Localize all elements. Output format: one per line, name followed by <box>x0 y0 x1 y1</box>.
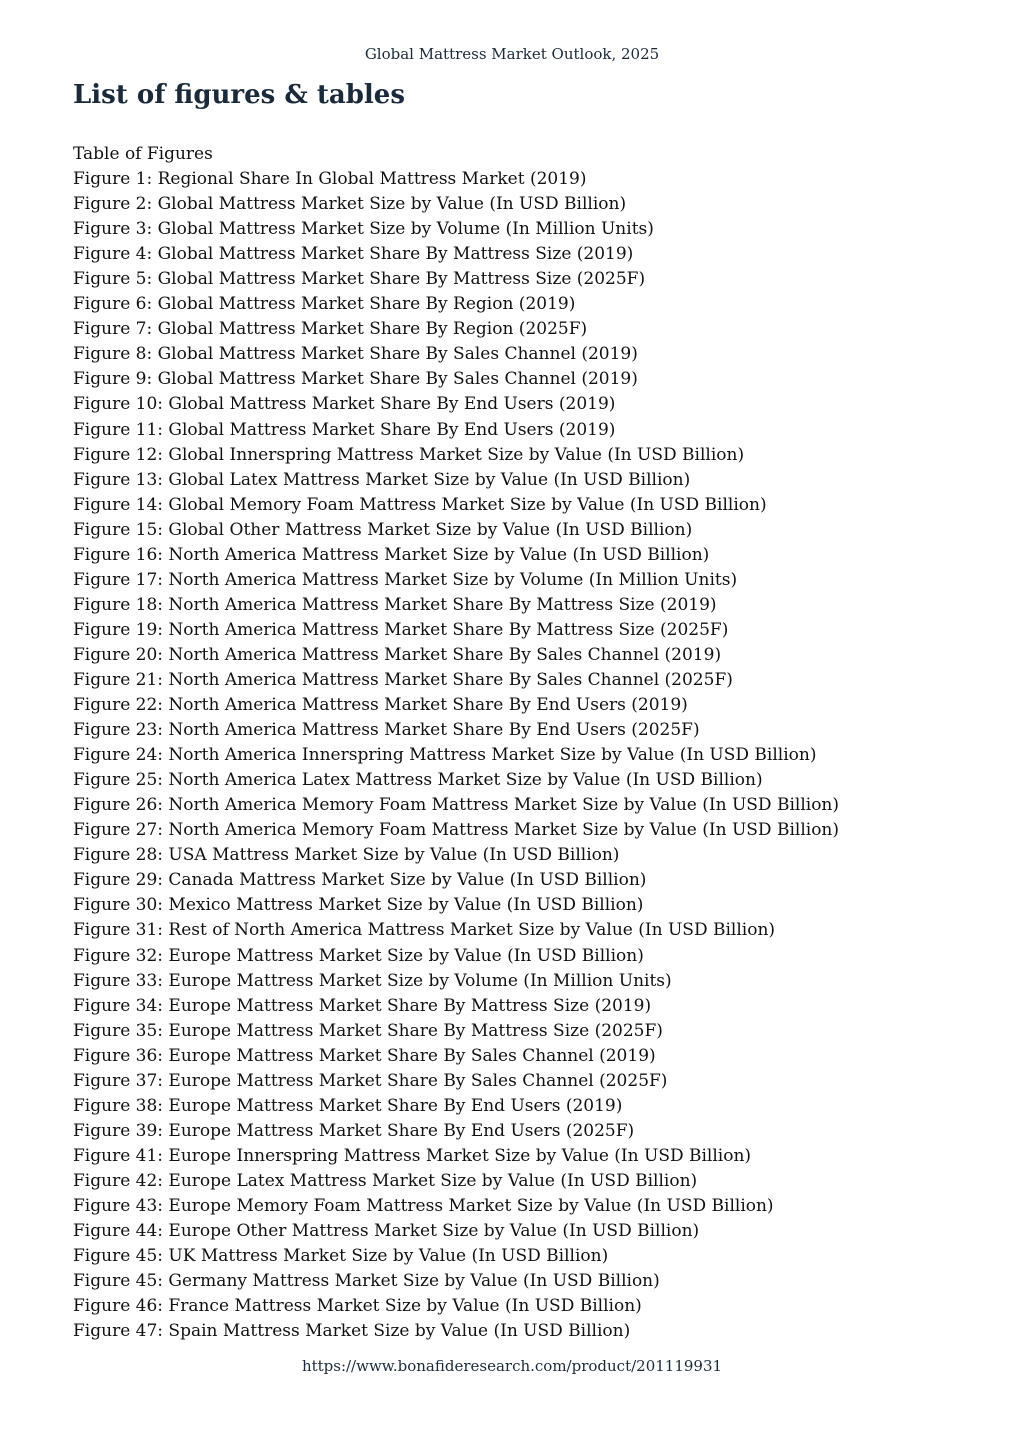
toc-entry[interactable]: Figure 30: Mexico Mattress Market Size by Value (In USD Billion) <box>73 895 644 916</box>
toc-entry[interactable]: Figure 23: North America Mattress Market Share By End Users (2025F) <box>73 720 700 741</box>
running-header: Global Mattress Market Outlook, 2025 <box>364 45 660 63</box>
toc-entry[interactable]: Figure 19: North America Mattress Market Share By Mattress Size (2025F) <box>73 619 729 640</box>
toc-entry[interactable]: Figure 47: Spain Mattress Market Size by Value (In USD Billion) <box>73 1321 631 1342</box>
toc-entry[interactable]: Figure 24: North America Innerspring Mattress Market Size by Value (In USD Billion) <box>73 745 817 766</box>
toc-entry[interactable]: Figure 2: Global Mattress Market Size by Value (In USD Billion) <box>73 194 627 215</box>
toc-entry[interactable]: Figure 36: Europe Mattress Market Share By Sales Channel (2019) <box>73 1045 656 1066</box>
toc-entry[interactable]: Figure 10: Global Mattress Market Share By End Users (2019) <box>73 394 616 415</box>
toc-entry[interactable]: Figure 21: North America Mattress Market Share By Sales Channel (2025F) <box>73 669 733 690</box>
toc-entry[interactable]: Figure 16: North America Mattress Market Size by Value (In USD Billion) <box>73 544 710 565</box>
page-title: List of figures & tables <box>73 80 405 110</box>
toc-entry[interactable]: Figure 39: Europe Mattress Market Share By End Users (2025F) <box>73 1120 635 1141</box>
toc-entry[interactable]: Figure 1: Regional Share In Global Mattress Market (2019) <box>73 169 587 190</box>
toc-entry[interactable]: Figure 4: Global Mattress Market Share By Mattress Size (2019) <box>73 244 634 265</box>
toc-entry[interactable]: Figure 38: Europe Mattress Market Share By End Users (2019) <box>73 1095 623 1116</box>
toc-entry[interactable]: Figure 5: Global Mattress Market Share By Mattress Size (2025F) <box>73 269 646 290</box>
toc-entry[interactable]: Figure 7: Global Mattress Market Share By Region (2025F) <box>73 319 588 340</box>
toc-entry[interactable]: Figure 37: Europe Mattress Market Share By Sales Channel (2025F) <box>73 1070 668 1091</box>
toc-entry[interactable]: Figure 6: Global Mattress Market Share By Region (2019) <box>73 294 576 315</box>
toc-entry[interactable]: Figure 33: Europe Mattress Market Size by Volume (In Million Units) <box>73 970 672 991</box>
toc-entry[interactable]: Figure 20: North America Mattress Market Share By Sales Channel (2019) <box>73 644 722 665</box>
toc-entry[interactable]: Figure 13: Global Latex Mattress Market Size by Value (In USD Billion) <box>73 469 691 490</box>
toc-entry[interactable]: Figure 28: USA Mattress Market Size by Value (In USD Billion) <box>73 845 620 866</box>
toc-entry[interactable]: Figure 44: Europe Other Mattress Market Size by Value (In USD Billion) <box>73 1221 700 1242</box>
toc-entry[interactable]: Figure 45: UK Mattress Market Size by Value (In USD Billion) <box>73 1246 609 1267</box>
toc-entry[interactable]: Figure 31: Rest of North America Mattress Market Size by Value (In USD Billion) <box>73 920 776 941</box>
toc-heading: Table of Figures <box>73 144 213 164</box>
toc-entry[interactable]: Figure 29: Canada Mattress Market Size by Value (In USD Billion) <box>73 870 647 891</box>
toc-entry[interactable]: Figure 41: Europe Innerspring Mattress Market Size by Value (In USD Billion) <box>73 1145 752 1166</box>
toc-entry[interactable]: Figure 43: Europe Memory Foam Mattress Market Size by Value (In USD Billion) <box>73 1195 774 1216</box>
toc-entry[interactable]: Figure 3: Global Mattress Market Size by Volume (In Million Units) <box>73 219 654 240</box>
toc-entry[interactable]: Figure 12: Global Innerspring Mattress Market Size by Value (In USD Billion) <box>73 444 745 465</box>
footer-url: https://www.bonafideresearch.com/product/201119931 <box>301 1357 723 1375</box>
toc-entry[interactable]: Figure 14: Global Memory Foam Mattress Market Size by Value (In USD Billion) <box>73 494 767 515</box>
toc-entry[interactable]: Figure 25: North America Latex Mattress Market Size by Value (In USD Billion) <box>73 770 763 791</box>
toc-entry[interactable]: Figure 32: Europe Mattress Market Size by Value (In USD Billion) <box>73 945 644 966</box>
toc-entry[interactable]: Figure 35: Europe Mattress Market Share By Mattress Size (2025F) <box>73 1020 663 1041</box>
toc-entry[interactable]: Figure 9: Global Mattress Market Share By Sales Channel (2019) <box>73 369 638 390</box>
toc-entry[interactable]: Figure 27: North America Memory Foam Mattress Market Size by Value (In USD Billion) <box>73 820 840 841</box>
toc-entry[interactable]: Figure 42: Europe Latex Mattress Market Size by Value (In USD Billion) <box>73 1170 698 1191</box>
toc-entry[interactable]: Figure 8: Global Mattress Market Share By Sales Channel (2019) <box>73 344 638 365</box>
toc-entry[interactable]: Figure 11: Global Mattress Market Share By End Users (2019) <box>73 419 616 440</box>
toc-entry[interactable]: Figure 22: North America Mattress Market Share By End Users (2019) <box>73 695 688 716</box>
toc-entry[interactable]: Figure 45: Germany Mattress Market Size by Value (In USD Billion) <box>73 1271 660 1292</box>
toc-entry[interactable]: Figure 34: Europe Mattress Market Share By Mattress Size (2019) <box>73 995 652 1016</box>
toc-entry[interactable]: Figure 17: North America Mattress Market Size by Volume (In Million Units) <box>73 569 738 590</box>
toc-entry[interactable]: Figure 18: North America Mattress Market Share By Mattress Size (2019) <box>73 594 717 615</box>
toc-entry[interactable]: Figure 26: North America Memory Foam Mattress Market Size by Value (In USD Billion) <box>73 795 840 816</box>
toc-entry[interactable]: Figure 15: Global Other Mattress Market Size by Value (In USD Billion) <box>73 519 693 540</box>
table-of-figures <box>73 142 993 1344</box>
toc-entry-list <box>73 167 993 1344</box>
toc-entry[interactable]: Figure 46: France Mattress Market Size by Value (In USD Billion) <box>73 1296 642 1317</box>
